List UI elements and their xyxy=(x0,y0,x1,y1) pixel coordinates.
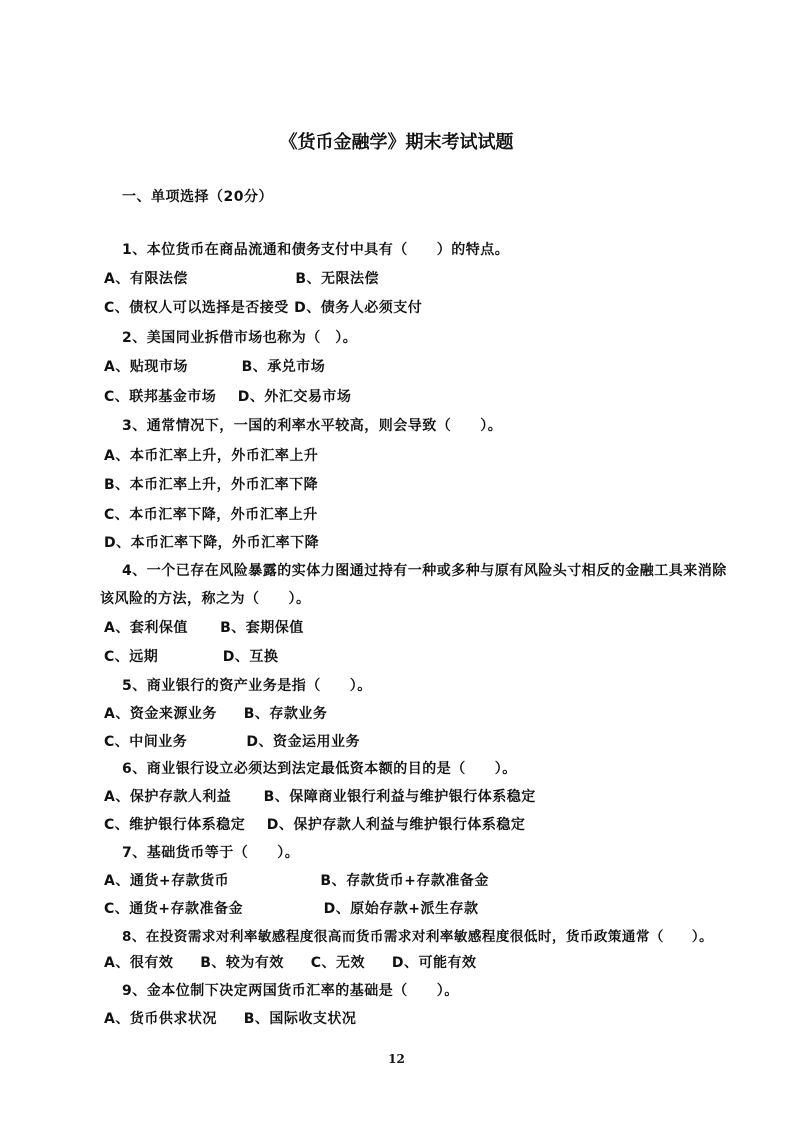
question-3: 3、通常情况下，一国的利率水平较高，则会导致（ ）。 xyxy=(122,418,503,434)
options-line: A、保护存款人利益 B、保障商业银行利益与维护银行体系稳定 xyxy=(104,789,536,805)
question-9: 9、金本位制下决定两国货币汇率的基础是（ ）。 xyxy=(122,983,459,999)
options-line: A、通货+存款货币 B、存款货币+存款准备金 xyxy=(104,873,489,889)
options-line: C、联邦基金市场 D、外汇交易市场 xyxy=(104,389,352,405)
question-5: 5、商业银行的资产业务是指（ ）。 xyxy=(122,678,372,694)
options-line: A、本币汇率上升，外币汇率上升 xyxy=(104,448,319,464)
options-line: A、有限法偿 B、无限法偿 xyxy=(104,271,379,287)
options-line: A、贴现市场 B、承兑市场 xyxy=(104,359,326,375)
question-7: 7、基础货币等于（ ）。 xyxy=(122,845,300,861)
question-4: 4、一个已存在风险暴露的实体力图通过持有一种或多种与原有风险头寸相反的金融工具来消除 xyxy=(122,563,727,579)
options-line: A、套利保值 B、套期保值 xyxy=(104,620,304,636)
options-line: C、维护银行体系稳定 D、保护存款人利益与维护银行体系稳定 xyxy=(104,817,526,833)
section-heading: 一、单项选择（20分） xyxy=(122,189,273,205)
options-line: C、本币汇率下降，外币汇率上升 xyxy=(104,507,318,523)
question-1: 1、本位货币在商品流通和债务支付中具有（ ）的特点。 xyxy=(122,242,510,258)
question-2: 2、美国同业拆借市场也称为（ ）。 xyxy=(122,330,358,346)
options-line: A、资金来源业务 B、存款业务 xyxy=(104,706,328,722)
options-line: A、货币供求状况 B、国际收支状况 xyxy=(104,1011,357,1027)
options-line: C、中间业务 D、资金运用业务 xyxy=(104,734,361,750)
options-line: C、通货+存款准备金 D、原始存款+派生存款 xyxy=(104,901,479,917)
page-number: 12 xyxy=(388,1052,405,1066)
question-6: 6、商业银行设立必须达到法定最低资本额的目的是（ ）。 xyxy=(122,761,517,777)
options-line: D、本币汇率下降，外币汇率下降 xyxy=(104,535,320,551)
options-line: A、很有效 B、较为有效 C、无效 D、可能有效 xyxy=(104,955,477,971)
question-8: 8、在投资需求对利率敏感程度很高而货币需求对利率敏感程度很低时，货币政策通常（ ）。 xyxy=(122,929,714,945)
question-4-continuation: 该风险的方法，称之为（ ）。 xyxy=(100,591,311,607)
options-line: B、本币汇率上升，外币汇率下降 xyxy=(104,477,319,493)
options-line: C、远期 D、互换 xyxy=(104,649,279,665)
document-title: 《货币金融学》期末考试试题 xyxy=(279,132,514,153)
options-line: C、债权人可以选择是否接受 D、债务人必须支付 xyxy=(104,300,423,316)
